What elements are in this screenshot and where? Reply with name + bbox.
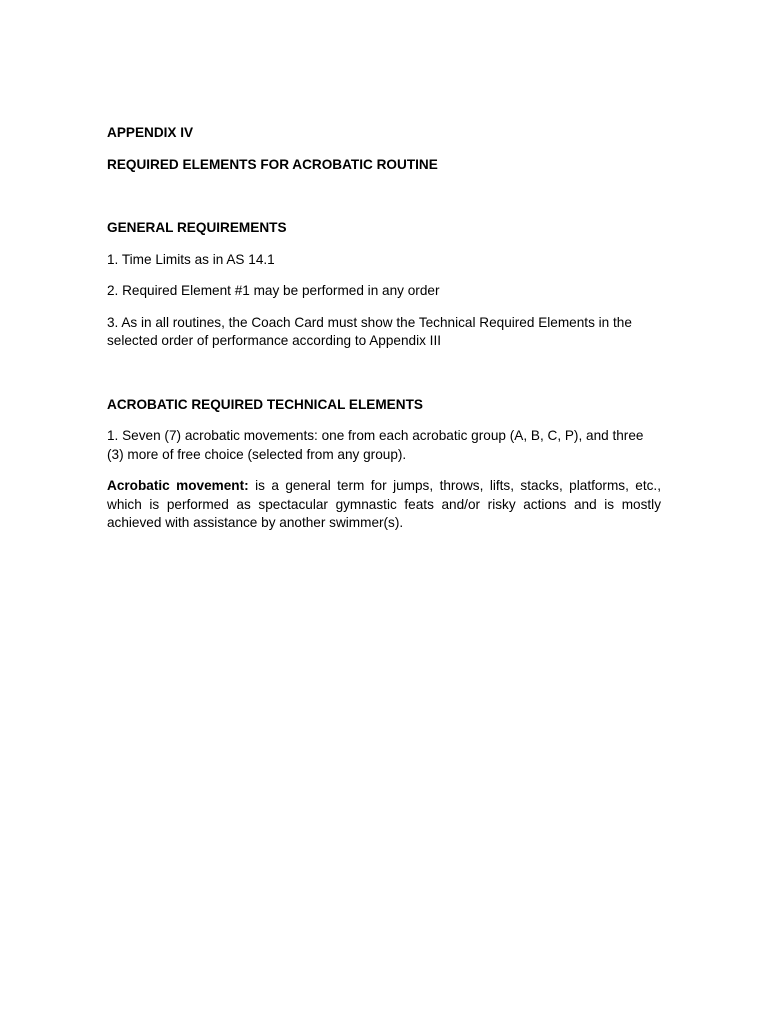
definition-text: is a general term for jumps, throws, lifts, stacks, platforms, etc., which is performed as spectacular gymnastic feats and/or risky actions and is mostly achieved with assistance by another swimmer(s).	[107, 478, 661, 530]
general-item-3: 3. As in all routines, the Coach Card must show the Technical Required Elements in the selected order of performance according to Appendix III	[107, 314, 632, 348]
appendix-label: APPENDIX IV	[107, 125, 194, 140]
technical-elements-heading: ACROBATIC REQUIRED TECHNICAL ELEMENTS	[107, 396, 423, 412]
general-item-1: 1. Time Limits as in AS 14.1	[107, 251, 275, 267]
document-page	[107, 124, 661, 533]
technical-item-1: 1. Seven (7) acrobatic movements: one from each acrobatic group (A, B, C, P), and three (3) more of free choice (selected from any group).	[107, 428, 644, 462]
general-item-2: 2. Required Element #1 may be performed in any order	[107, 283, 440, 298]
definition-term: Acrobatic movement:	[107, 478, 249, 493]
appendix-title: REQUIRED ELEMENTS FOR ACROBATIC ROUTINE	[107, 156, 438, 172]
acrobatic-movement-definition	[107, 477, 661, 533]
general-requirements-heading: GENERAL REQUIREMENTS	[107, 220, 287, 235]
